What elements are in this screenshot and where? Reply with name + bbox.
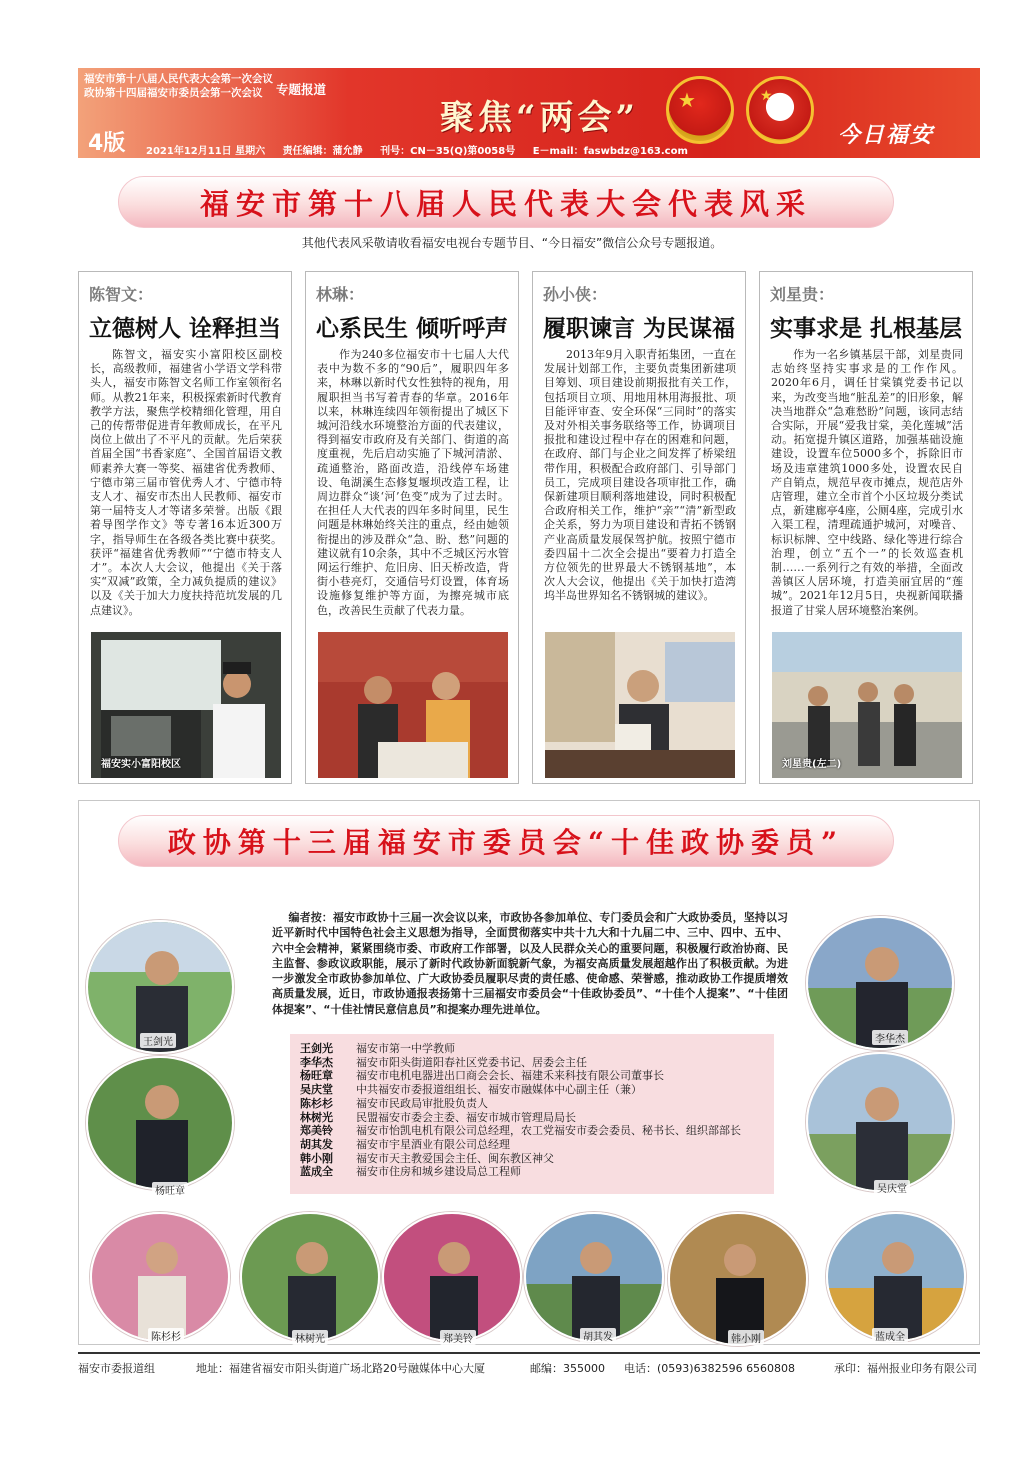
- member-role: 福安市宇星酒业有限公司总经理: [356, 1137, 510, 1151]
- profile-photo: [772, 632, 962, 778]
- portrait-name: 蓝成全: [872, 1328, 908, 1343]
- profile-photo: [545, 632, 735, 778]
- member-name: 郑美铃: [300, 1124, 333, 1138]
- member-row: [300, 1165, 764, 1179]
- cppcc-emblem-icon: [746, 76, 814, 144]
- profile-photo: [318, 632, 508, 778]
- member-row: [300, 1083, 764, 1097]
- page-number: 4版: [88, 131, 126, 156]
- member-name: 陈杉杉: [300, 1096, 333, 1110]
- deputy-profile-column: [78, 271, 292, 784]
- portrait-photo: [86, 1056, 234, 1190]
- responsible-editor: 责任编辑：蒲允静: [282, 146, 363, 157]
- footer: [78, 1352, 980, 1375]
- footer-address: 地址：福建省福安市阳头街道广场北路20号融媒体中心大厦: [196, 1362, 485, 1375]
- star-icon: ★: [760, 88, 773, 104]
- member-name: 胡其发: [300, 1137, 333, 1151]
- profile-text: 作为一名乡镇基层干部，刘星贵同志始终坚持实事求是的工作作风。2020年6月，调任甘棠镇党委书记以来，为改变当地“脏乱差”的旧形象，解决当地群众“急难愁盼”问题，该同志结合实际，开展“爱我甘棠，美化莲城”活动。拓宽提升镇区道路，加强基础设施建设，设置车位5000多个，拆除旧市场及违章建筑1000多处，设置农民自产自销点，规范早夜市摊点，规范店外店管理，建立全市首个小区垃圾分类试点，新建廊亭4座，公厕4座，完成引水入渠工程，清理疏通护城河，对噪音、标识标牌、空中线路、绿化等进行综合治理，创立“五个一”的长效巡查机制……一系列行之有效的举措，全面改善镇区人居环境，打造美丽宜居的“莲城”。2021年12月5日，央视新闻联播报道了甘棠人居环境整治案例。: [771, 348, 963, 617]
- contact-email: E－mail：faswbdz@163.com: [532, 146, 688, 157]
- portrait-name: 吴庆堂: [874, 1180, 910, 1195]
- member-name: 蓝成全: [300, 1165, 333, 1179]
- member-row: [300, 1138, 764, 1152]
- member-name: 王剑光: [300, 1042, 333, 1055]
- profile-body: [771, 348, 963, 618]
- profile-body: [90, 348, 282, 618]
- member-role: 福安市民政局审批股负责人: [356, 1096, 488, 1110]
- member-row: [300, 1124, 764, 1138]
- deputy-profile-column: [305, 271, 519, 784]
- photo-caption: 福安实小富阳校区: [101, 759, 181, 770]
- member-name: 李华杰: [300, 1055, 333, 1069]
- deputy-name: 孙小侠：: [543, 285, 608, 304]
- photo-caption: 刘星贵(左二): [782, 759, 842, 770]
- portrait-name: 李华杰: [872, 1030, 908, 1045]
- deputy-name: 刘星贵：: [770, 285, 835, 304]
- section-banner-npc: 福安市第十八届人民代表大会代表风采: [118, 176, 894, 228]
- portrait-name: 胡其发: [580, 1328, 616, 1343]
- member-row: [300, 1042, 764, 1056]
- deputy-name: 陈智文：: [89, 285, 154, 304]
- portrait-photo: [524, 1212, 664, 1342]
- issn-number: 刊号：CN－35(Q)第0058号: [380, 146, 516, 157]
- profile-photo: [91, 632, 281, 778]
- masthead-title: 聚焦“两会”: [440, 98, 640, 138]
- member-row: [300, 1069, 764, 1083]
- member-role: 福安市第一中学教师: [356, 1042, 455, 1055]
- profile-body: [544, 348, 736, 604]
- portrait-photo: [806, 1052, 954, 1192]
- special-report-label: 专题报道: [276, 82, 327, 97]
- masthead: [78, 68, 980, 158]
- member-name: 林树光: [300, 1110, 333, 1124]
- member-name: 吴庆堂: [300, 1083, 333, 1097]
- profile-headline: 履职谏言 为民谋福: [542, 315, 735, 342]
- portrait-name: 郑美铃: [440, 1330, 476, 1345]
- member-row: [300, 1111, 764, 1125]
- profile-headline: 心系民生 倾听呼声: [315, 315, 508, 342]
- portrait-name: 杨旺章: [152, 1182, 188, 1197]
- profile-body: [317, 348, 509, 618]
- national-emblem-icon: [666, 76, 734, 144]
- masthead-line-1: 福安市第十八届人民代表大会第一次会议: [84, 73, 273, 85]
- member-role: 福安市住房和城乡建设局总工程师: [356, 1165, 521, 1179]
- member-row: [300, 1097, 764, 1111]
- portrait-name: 王剑光: [140, 1033, 176, 1048]
- portrait-name: 林树光: [292, 1330, 328, 1345]
- masthead-meeting-titles: [84, 72, 273, 100]
- issue-date: 2021年12月11日 星期六: [146, 146, 266, 157]
- editor-note: 编者按：福安市政协十三届一次会议以来，市政协各参加单位、专门委员会和广大政协委员，坚持以习近平新时代中国特色社会主义思想为指导，全面贯彻落实中共十九大和十九届二中、三中、四中、五中、六中全会精神，紧紧围绕市委、市政府工作部署，以及人民群众关心的重要问题，积极履行政治协商、民主监督、参政议政职能，展示了新时代政协新面貌新气象，为福安高质量发展超越作出了积极贡献。为进一步激发全市政协参加单位、广大政协委员履职尽责的责任感、使命感、荣誉感，推动政协工作提质增效高质量发展，近日，市政协通报表扬第十三届福安市委员会“十佳政协委员”、“十佳个人提案”、“十佳团体提案”、“十佳社情民意信息员”和提案办理先进单位。: [272, 911, 788, 1016]
- masthead-info: [146, 142, 702, 157]
- star-icon: ★: [678, 88, 696, 112]
- portrait-name: 韩小刚: [728, 1330, 764, 1345]
- member-name: 韩小刚: [300, 1151, 333, 1165]
- member-role: 福安市电机电器进出口商会会长、福建禾来科技有限公司董事长: [356, 1069, 664, 1083]
- deputy-profile-column: [532, 271, 746, 784]
- masthead-line-2: 政协第十四届福安市委员会第一次会议: [84, 87, 263, 99]
- footer-printer: 承印：福州报业印务有限公司: [834, 1362, 977, 1375]
- member-role: 民盟福安市委会主委、福安市城市管理局局长: [356, 1110, 576, 1124]
- deputy-name: 林琳：: [316, 285, 365, 304]
- portrait-photo: [90, 1212, 230, 1342]
- portrait-photo: [382, 1212, 522, 1342]
- member-list: [290, 1034, 774, 1194]
- portrait-photo: [826, 1212, 966, 1342]
- profile-headline: 实事求是 扎根基层: [769, 315, 962, 342]
- member-role: 中共福安市委报道组组长、福安市融媒体中心副主任（兼）: [356, 1083, 642, 1097]
- portrait-photo: [668, 1212, 808, 1346]
- member-row: [300, 1056, 764, 1070]
- member-role: 福安市阳头街道阳春社区党委书记、居委会主任: [356, 1055, 587, 1069]
- portrait-photo: [240, 1212, 380, 1342]
- footer-group: 福安市委报道组: [78, 1362, 155, 1375]
- profile-headline: 立德树人 诠释担当: [88, 315, 281, 342]
- member-row: [300, 1152, 764, 1166]
- profile-text: 2013年9月入职青拓集团，一直在发展计划部工作，主要负责集团新建项目筹划、项目建设前期报批有关工作，包括项目立项、用地用林用海报批、项目能评审查、安全环保“三同时”的落实及对外相关事务联络等工作，协调项目报批和建设过程中存在的困难和问题，在政府、部门与企业之间发挥了桥梁纽带作用，积极配合政府部门、引导部门员工，完成项目建设各项审批工作，确保新建项目顺利落地建设，同时积极配合政府相关工作，维护“亲”“清”新型政企关系，努力为项目建设和青拓不锈钢产业高质量发展保驾护航。按照宁德市委四届十二次全会提出“要着力打造全方位领先的世界最大不锈钢基地”，本次人大会议，他提出《关于加快打造湾坞半岛世界知名不锈钢城的建议》。: [544, 348, 736, 603]
- deputy-profile-column: [759, 271, 973, 784]
- section-banner-cppcc: 政协第十三届福安市委员会“十佳政协委员”: [118, 815, 894, 867]
- footer-postcode: 邮编：355000: [530, 1362, 605, 1375]
- profile-text: 陈智文，福安实小富阳校区副校长，高级教师，福建省小学语文学科带头人，福安市陈智文名师工作室领衔名师。从教21年来，积极探索新时代教育教学方法，聚焦学校精细化管理，用自己的传帮带促进青年教师成长，在平凡岗位上做出了不平凡的贡献。先后荣获首届全国“书香家庭”、全国首届语文教师素养大赛一等奖、福建省优秀教师、宁德市第三届市管优秀人才、宁德市特支人才、福安市杰出人民教师、福安市第一届特支人才等诸多荣誉。出版《跟着导图学作文》等专著16本近300万字，指导师生在各级各类比赛中获奖。获评“福建省优秀教师”“宁德市特支人才”。本次人大会议，他提出《关于落实“双减”政策，全力减负提质的建议》以及《关于加大力度扶持范坑发展的几点建议》。: [90, 348, 282, 617]
- member-role: 福安市天主教爱国会主任、闽东教区神父: [356, 1151, 554, 1165]
- newspaper-brand-logo: 今日福安: [838, 122, 935, 148]
- member-role: 福安市怡凯电机有限公司总经理，农工党福安市委会委员、秘书长、组织部部长: [356, 1124, 741, 1138]
- portrait-name: 陈杉杉: [148, 1328, 184, 1343]
- section-note: 其他代表风采敬请收看福安电视台专题节目、“今日福安”微信公众号专题报道。: [301, 236, 723, 250]
- member-name: 杨旺章: [300, 1069, 333, 1083]
- footer-phone: 电话：(0593)6382596 6560808: [624, 1362, 796, 1375]
- profile-text: 作为240多位福安市十七届人大代表中为数不多的“90后”，履职四年多来，林琳以新时代女性独特的视角，用履职担当书写着青春的华章。2016年以来，林琳连续四年领衔提出了城区下城河沿线水环境整治方面的代表建议，得到福安市政府及有关部门、街道的高度重视，先后启动实施了下城河清淤、疏通整治，路面改造，沿线停车场建设、龟湖溪生态修复堰坝改造工程，让周边群众“谈‘河’色变”成为了过去时。在担任人大代表的四年多时间里，民生问题是林琳始终关注的重点，经由她领衔提出的涉及群众“急、盼、愁”问题的建议就有10余条，其中不乏城区污水管网运行维护、危旧房、旧天桥改造，背街小巷亮灯，交通信号灯设置，体育场设施修复维护等方面，为擦亮城市底色，改善民生贡献了代表力量。: [317, 348, 509, 617]
